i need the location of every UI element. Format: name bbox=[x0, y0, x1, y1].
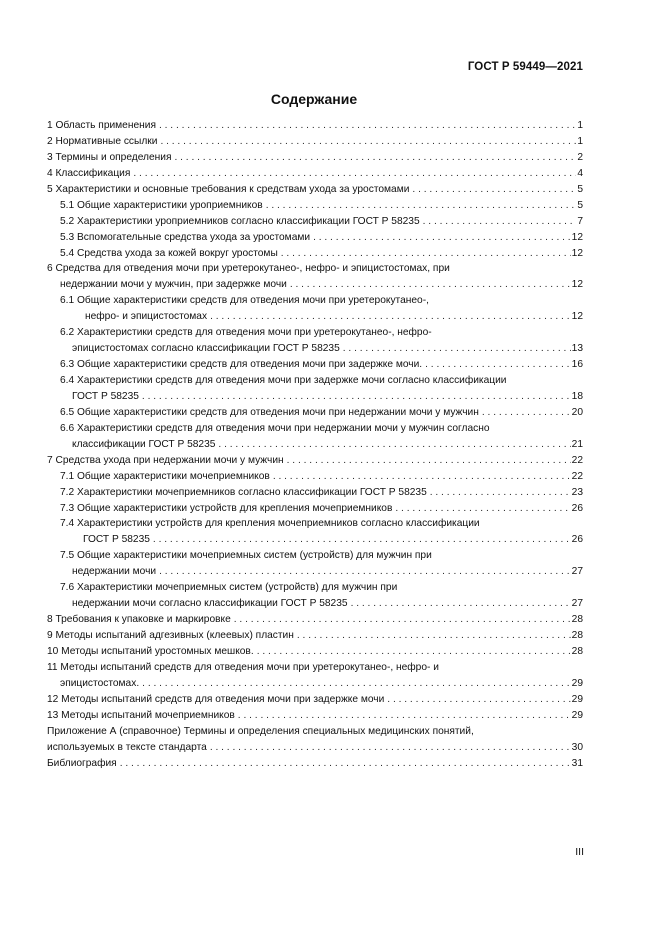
toc-entry-page: 28 bbox=[571, 614, 583, 626]
toc-entry-page: 28 bbox=[571, 645, 583, 657]
toc-entry bbox=[47, 166, 583, 182]
toc-entry bbox=[47, 644, 583, 660]
toc-entry bbox=[47, 182, 583, 198]
toc-entry-title: недержании мочи bbox=[72, 566, 157, 578]
toc-entry bbox=[47, 469, 583, 485]
toc-entry-title: 7.1 Общие характеристики мочеприемников bbox=[60, 470, 270, 482]
toc-leader-dots bbox=[142, 389, 571, 405]
toc-entry-title: ГОСТ Р 58235 bbox=[72, 390, 139, 402]
toc-entry-title: эпицистостомах согласно классификации ГОСТ Р 58235 bbox=[72, 343, 340, 355]
toc-entry-title: 2 Нормативные ссылки bbox=[47, 135, 158, 147]
toc-entry-page: 7 bbox=[577, 215, 583, 227]
toc-entry-page: 4 bbox=[577, 167, 583, 179]
toc-entry-title: ГОСТ Р 58235 bbox=[83, 534, 150, 546]
toc-entry-page: 2 bbox=[577, 151, 583, 163]
toc-entry-title: 13 Методы испытаний мочеприемников bbox=[47, 709, 235, 721]
toc-entry bbox=[47, 485, 583, 501]
toc-entry bbox=[47, 230, 583, 246]
toc-entry-title: 7.2 Характеристики мочеприемников согласно классификации ГОСТ Р 58235 bbox=[60, 486, 427, 498]
toc-leader-dots bbox=[290, 277, 571, 293]
toc-leader-dots bbox=[387, 692, 570, 708]
toc-entry-page: 1 bbox=[577, 120, 583, 131]
toc-entry bbox=[47, 341, 583, 357]
toc-entry-title: недержании мочи согласно классификации ГОСТ Р 58235 bbox=[72, 598, 348, 610]
toc-leader-dots bbox=[153, 532, 571, 548]
toc-entry-page: 21 bbox=[571, 438, 583, 450]
toc-entry-page: 12 bbox=[571, 311, 583, 323]
toc-leader-dots bbox=[281, 246, 571, 262]
toc-entry-title: 6.4 Характеристики средств для отведения мочи при задержке мочи согласно классификации bbox=[60, 375, 507, 386]
toc-entry-title: 5.4 Средства ухода за кожей вокруг уростомы bbox=[60, 247, 278, 259]
toc-entry bbox=[47, 708, 583, 724]
toc-entry-title: 7.6 Характеристики мочеприемных систем (устройств) для мужчин при bbox=[60, 582, 398, 594]
toc-entry-page: 1 bbox=[577, 135, 583, 147]
toc-entry-title: Приложение А (справочное) Термины и определения специальных медицинских понятий, bbox=[47, 725, 474, 737]
toc-leader-dots bbox=[257, 644, 571, 660]
toc-entry-page: 27 bbox=[571, 566, 583, 578]
toc-entry bbox=[47, 214, 583, 230]
toc-entry-title: 5 Характеристики и основные требования к средствам ухода за уростомами bbox=[47, 183, 410, 195]
toc-entry-title: 9 Методы испытаний адгезивных (клеевых) пластин bbox=[47, 630, 294, 641]
toc-entry bbox=[47, 309, 583, 325]
toc-entry-title: нефро- и эпицистостомах bbox=[85, 311, 208, 323]
toc-leader-dots bbox=[159, 118, 576, 134]
toc-entry bbox=[47, 150, 583, 166]
toc-entry-page: 27 bbox=[571, 598, 583, 610]
toc-leader-dots bbox=[313, 230, 571, 246]
toc-leader-dots bbox=[174, 150, 576, 166]
toc-entry-title: 3 Термины и определения bbox=[47, 151, 172, 163]
toc-leader-dots bbox=[120, 756, 571, 772]
toc-entry bbox=[47, 676, 583, 692]
toc-entry-title: 5.3 Вспомогательные средства ухода за уростомами bbox=[60, 231, 311, 243]
toc-leader-dots bbox=[430, 485, 571, 501]
toc-leader-dots bbox=[287, 453, 571, 469]
toc-entry bbox=[47, 198, 583, 214]
page-number: III bbox=[575, 846, 584, 858]
toc-entry bbox=[47, 516, 583, 532]
toc-entry-title: 4 Классификация bbox=[47, 167, 131, 179]
toc-entry bbox=[47, 692, 583, 708]
toc-entry-title: 1 Область применения bbox=[47, 120, 156, 131]
toc-leader-dots bbox=[210, 309, 571, 325]
toc-entry-page: 12 bbox=[571, 231, 583, 243]
toc-entry bbox=[47, 389, 583, 405]
toc-entry-page: 29 bbox=[571, 693, 583, 705]
toc-entry-page: 20 bbox=[571, 406, 583, 418]
toc-entry bbox=[47, 421, 583, 437]
toc-entry-title: 7 Средства ухода при недержании мочи у мужчин bbox=[47, 454, 284, 466]
toc-entry-title: 8 Требования к упаковке и маркировке bbox=[47, 614, 231, 626]
toc-entry bbox=[47, 405, 583, 421]
toc-leader-dots bbox=[482, 405, 571, 421]
toc-entry bbox=[47, 532, 583, 548]
toc-leader-dots bbox=[425, 357, 571, 373]
toc-entry bbox=[47, 548, 583, 564]
toc-entry-page: 29 bbox=[571, 677, 583, 689]
toc-leader-dots bbox=[297, 628, 571, 644]
toc-entry-title: 5.1 Общие характеристики уроприемников bbox=[60, 199, 263, 211]
toc-entry-page: 26 bbox=[571, 502, 583, 514]
toc-entry-page: 26 bbox=[571, 534, 583, 546]
toc-entry bbox=[47, 118, 583, 134]
toc-entry-page: 5 bbox=[577, 199, 583, 211]
toc-entry-page: 31 bbox=[571, 757, 583, 769]
toc-entry bbox=[47, 357, 583, 373]
toc-entry-title: недержании мочи у мужчин, при задержке мочи bbox=[60, 279, 287, 291]
table-of-contents bbox=[47, 118, 583, 771]
toc-entry-title: 6.3 Общие характеристики средств для отведения мочи при задержке мочи. bbox=[60, 359, 423, 371]
toc-entry bbox=[47, 564, 583, 580]
toc-entry-title: 6 Средства для отведения мочи при уретерокутанео-, нефро- и эпицистостомах, при bbox=[47, 263, 450, 275]
toc-entry-title: 6.2 Характеристики средств для отведения мочи при уретерокутанео-, нефро- bbox=[60, 327, 432, 339]
toc-leader-dots bbox=[159, 564, 571, 580]
toc-entry-page: 5 bbox=[577, 183, 583, 195]
toc-entry-title: 5.2 Характеристики уроприемников согласно классификации ГОСТ Р 58235 bbox=[60, 215, 420, 227]
toc-entry bbox=[47, 596, 583, 612]
toc-leader-dots bbox=[218, 437, 570, 453]
toc-entry-title: Библиография bbox=[47, 757, 117, 769]
toc-entry-title: эпицистостомах. bbox=[60, 677, 140, 689]
toc-entry-title: классификации ГОСТ Р 58235 bbox=[72, 438, 216, 450]
toc-entry-page: 12 bbox=[571, 247, 583, 259]
toc-entry bbox=[47, 246, 583, 262]
page-title: Содержание bbox=[270, 91, 358, 107]
toc-leader-dots bbox=[395, 501, 570, 517]
toc-entry-title: 7.5 Общие характеристики мочеприемных систем (устройств) для мужчин при bbox=[60, 550, 432, 562]
toc-leader-dots bbox=[423, 214, 577, 230]
toc-entry bbox=[47, 293, 583, 309]
toc-entry bbox=[47, 373, 583, 389]
toc-entry bbox=[47, 580, 583, 596]
toc-leader-dots bbox=[412, 182, 576, 198]
toc-entry-page: 22 bbox=[571, 470, 583, 482]
toc-entry-page: 13 bbox=[571, 343, 583, 355]
toc-entry bbox=[47, 628, 583, 644]
toc-entry-title: 6.1 Общие характеристики средств для отведения мочи при уретерокутанео-, bbox=[60, 295, 429, 307]
toc-entry-page: 18 bbox=[571, 390, 583, 402]
toc-leader-dots bbox=[160, 134, 576, 150]
toc-entry bbox=[47, 261, 583, 277]
toc-entry bbox=[47, 612, 583, 628]
toc-entry-title: 12 Методы испытаний средств для отведения мочи при задержке мочи bbox=[47, 693, 385, 705]
toc-entry bbox=[47, 453, 583, 469]
toc-entry-page: 12 bbox=[571, 279, 583, 291]
toc-leader-dots bbox=[142, 676, 571, 692]
toc-leader-dots bbox=[210, 740, 571, 756]
toc-leader-dots bbox=[351, 596, 571, 612]
toc-entry bbox=[47, 501, 583, 517]
toc-entry-page: 22 bbox=[571, 454, 583, 466]
toc-leader-dots bbox=[266, 198, 577, 214]
toc-entry bbox=[47, 325, 583, 341]
toc-entry-title: 11 Методы испытаний средств для отведения мочи при уретерокутанео-, нефро- и bbox=[47, 661, 439, 673]
toc-leader-dots bbox=[133, 166, 576, 182]
toc-entry bbox=[47, 134, 583, 150]
toc-entry bbox=[47, 437, 583, 453]
toc-leader-dots bbox=[234, 612, 571, 628]
toc-entry-title: используемых в тексте стандарта bbox=[47, 741, 207, 753]
toc-entry-title: 7.3 Общие характеристики устройств для крепления мочеприемников bbox=[60, 502, 393, 514]
toc-entry-title: 7.4 Характеристики устройств для крепления мочеприемников согласно классификации bbox=[60, 518, 480, 530]
toc-entry bbox=[47, 660, 583, 676]
toc-entry-page: 28 bbox=[571, 630, 583, 641]
toc-leader-dots bbox=[343, 341, 571, 357]
toc-entry-title: 6.6 Характеристики средств для отведения мочи при недержании мочи у мужчин согласно bbox=[60, 422, 490, 434]
toc-entry-page: 23 bbox=[571, 486, 583, 498]
toc-leader-dots bbox=[238, 708, 571, 724]
toc-entry bbox=[47, 277, 583, 293]
toc-leader-dots bbox=[273, 469, 571, 485]
toc-entry bbox=[47, 724, 583, 740]
toc-entry-title: 6.5 Общие характеристики средств для отведения мочи при недержании мочи у мужчин bbox=[60, 406, 479, 418]
toc-entry-title: 10 Методы испытаний уростомных мешков. bbox=[47, 645, 254, 657]
toc-entry-page: 16 bbox=[571, 359, 583, 371]
toc-entry-page: 29 bbox=[571, 709, 583, 721]
toc-entry bbox=[47, 756, 583, 772]
standard-code: ГОСТ Р 59449—2021 bbox=[467, 61, 583, 73]
toc-entry-page: 30 bbox=[571, 741, 583, 753]
toc-entry bbox=[47, 740, 583, 756]
